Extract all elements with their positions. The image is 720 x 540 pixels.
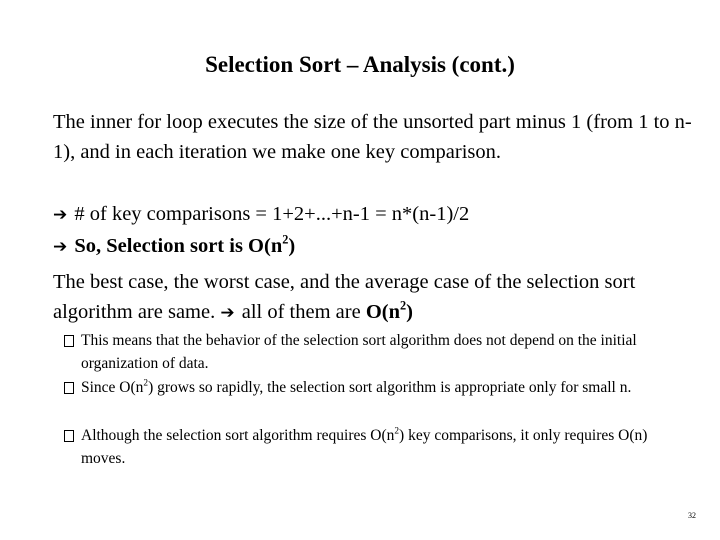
arrow-right-icon: ➔	[53, 237, 68, 257]
bullet-moves-suffix: ) key comparisons, it only requires O(n) moves.	[81, 427, 648, 467]
cases-complexity-exponent: 2	[400, 298, 407, 313]
bullet-growth-suffix: ) grows so rapidly, the selection sort algorithm is appropriate only for small n.	[148, 379, 632, 396]
cases-complexity-prefix: O(n	[365, 301, 401, 323]
complexity-suffix: )	[288, 235, 296, 257]
cases-text: The best case, the worst case, and the average case of the selection sort algorithm are same.	[53, 271, 636, 323]
slide-title: Selection Sort – Analysis (cont.)	[205, 52, 515, 77]
bullet-moves-text	[64, 424, 694, 470]
bullet-growth-exponent: 2	[143, 378, 149, 389]
bullet-growth-prefix: Since O(n	[81, 379, 144, 396]
complexity-exponent: 2	[282, 232, 289, 247]
complexity-prefix: So, Selection sort is O(n	[74, 235, 283, 257]
bullet-moves-exponent: 2	[394, 426, 400, 437]
bullet-growth-text	[64, 376, 694, 399]
bullet-behavior	[64, 329, 694, 375]
bullet-behavior-text: This means that the behavior of the selection sort algorithm does not depend on the initial organization of data.	[81, 332, 637, 372]
bullet-box-icon	[64, 335, 74, 347]
bullet-moves-prefix: Although the selection sort algorithm requires O(n	[81, 427, 395, 444]
page-number: 32	[688, 511, 696, 520]
arrow-right-icon: ➔	[53, 205, 68, 225]
cases-complexity	[365, 298, 413, 323]
paragraph-inner-loop: The inner for loop executes the size of the unsorted part minus 1 (from 1 to n-1), and in each iteration we make one key comparison.	[53, 111, 692, 163]
key-comparisons-line	[53, 199, 703, 230]
bullet-growth	[64, 376, 694, 399]
selection-sort-complexity-line	[53, 231, 703, 262]
cases-complexity-suffix: )	[406, 301, 413, 323]
cases-conclusion: all of them are	[236, 301, 366, 323]
paragraph-cases	[53, 267, 703, 328]
bullet-box-icon	[64, 382, 74, 394]
bullet-moves	[64, 424, 694, 470]
arrow-right-icon: ➔	[220, 303, 235, 323]
bullet-box-icon	[64, 430, 74, 442]
key-comparisons-text: # of key comparisons = 1+2+...+n-1 = n*(n-1)/2	[74, 203, 470, 225]
